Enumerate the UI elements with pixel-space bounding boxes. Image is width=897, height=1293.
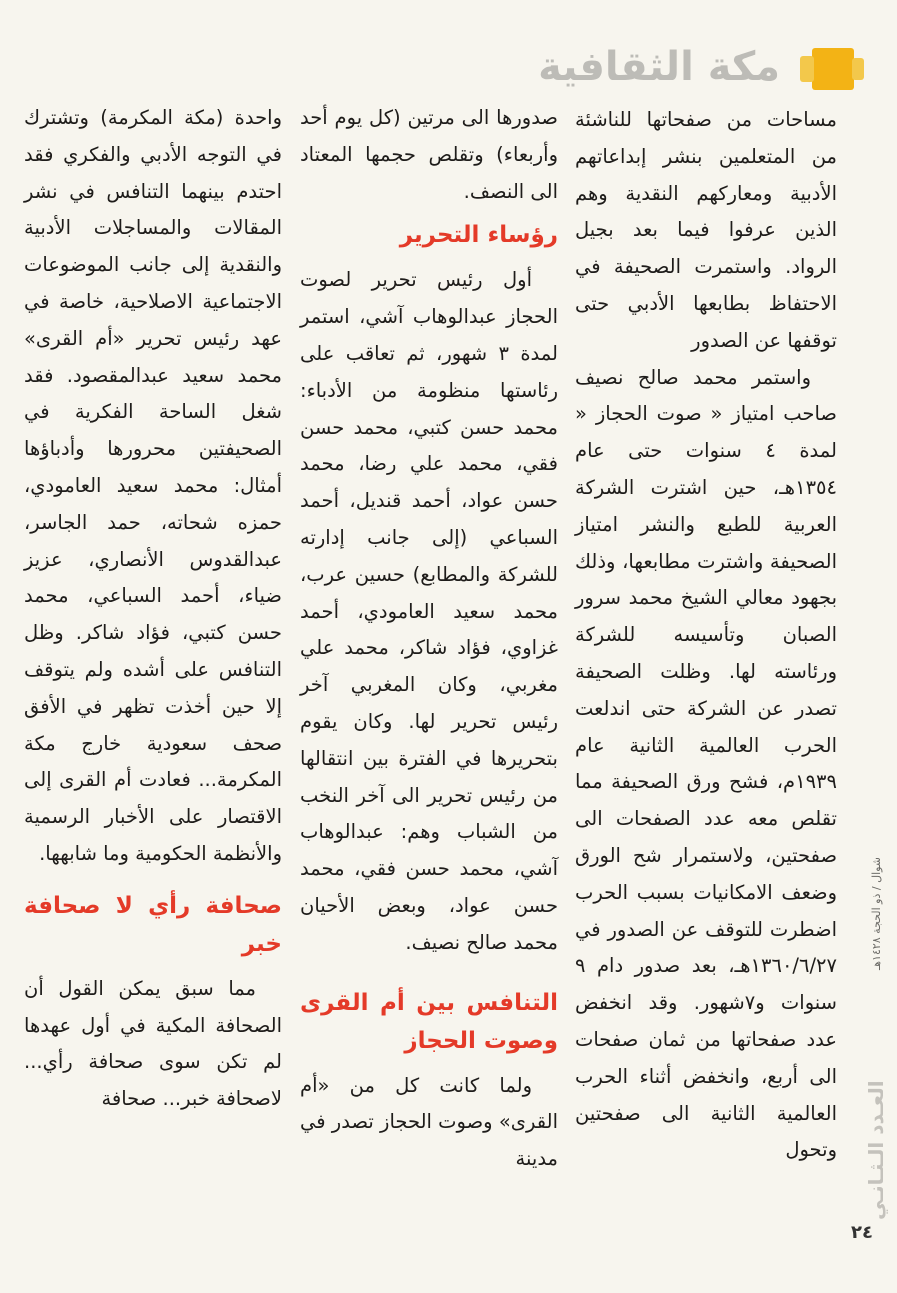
ornament-logo	[794, 42, 864, 98]
paragraph: واستمر محمد صالح نصيف صاحب امتياز « صوت الحجاز « لمدة ٤ سنوات حتى عام ١٣٥٤هـ، حين اشترت الشركة العربية للطبع والنشر امتياز الصحيفة واشترت مطابعها، وذلك بجهود معالي الشيخ محمد سرور الصبان وتأسيسه للشركة ورئاسته لها. وظلت الصحيفة تصدر عن الشركة حتى اندلعت الحرب العالمية الثانية عام ١٩٣٩م، فشح ورق الصحيفة مما تقلص معه عدد الصفحات الى صفحتين، ولاستمرار شح الورق وضعف الامكانيات بسبب الحرب اضطرت للتوقف عن الصدور في ١٣٦٠/٦/٢٧هـ، بعد صدور دام ٩ سنوات و٧شهور. وقد انخفض عدد صفحاتها من ثمان صفحات الى أربع، وانخفض أثناء الحرب العالمية الثانية الى صفحتين وتحول	[575, 365, 838, 1162]
article-column-right	[575, 102, 837, 1169]
subheading-opinion-press: صحافة رأي لا صحافة خبر	[24, 892, 282, 957]
masthead	[520, 40, 880, 100]
paragraph: مما سبق يمكن القول أن الصحافة المكية في أول عهدها لم تكن سوى صحافة رأي... لاصحافة خبر... صحافة	[24, 976, 282, 1111]
paragraph: ولما كانت كل من «أم القرى» وصوت الحجاز تصدر في مدينة	[300, 1073, 558, 1171]
margin-strip	[848, 700, 888, 1220]
paragraph: واحدة (مكة المكرمة) وتشترك في التوجه الأدبي والفكري فقد احتدم بينهما التنافس في نشر المقالات والمساجلات الأدبية والنقدية إلى جانب الموضوعات الاجتماعية الاصلاحية، خاصة في عهد رئيس تحرير «أم القرى» محمد سعيد عبدالمقصود. فقد شغل الساحة الفكرية في الصحيفتين محرورها وأدباؤها أمثال: محمد سعيد العامودي، حمزه شحاته، حمد الجاسر، عبدالقدوس الأنصاري، عزيز ضياء، أحمد السباعي، محمد حسن كتبي، فؤاد شاكر. وظل التنافس على أشده ولم يتوقف إلا حين أخذت تظهر في الأفق صحف سعودية خارج مكة المكرمة... فعادت أم القرى إلى الاقتصار على الأخبار الرسمية والأنظمة الحكومية وما شابهها.	[24, 106, 282, 865]
paragraph: صدورها الى مرتين (كل يوم أحد وأربعاء) وتقلص حجمها المعتاد الى النصف.	[300, 106, 558, 203]
page-number: ٢٤	[851, 1222, 873, 1243]
subheading-editors: رؤساء التحرير	[399, 222, 558, 249]
article-column-middle	[300, 100, 558, 1178]
issue-date: شوال / ذو الحجة ١٤٢٨هـ	[870, 856, 883, 970]
issue-label: العـدد الـثـانـي	[864, 1080, 888, 1220]
paragraph: أول رئيس تحرير لصوت الحجاز عبدالوهاب آشي، استمر لمدة ٣ شهور، ثم تعاقب على رئاستها منظومة من الأدباء: محمد حسن كتبي، محمد حسن فقي، محمد علي رضا، محمد حسن عواد، أحمد قنديل، أحمد السباعي (إلى جانب إدارته للشركة والمطابع) حسين عرب، محمد سعيد العامودي، أحمد غزاوي، فؤاد شاكر، محمد علي مغربي، وكان المغربي آخر رئيس تحرير لها. وكان يقوم بتحريرها في الفترة بين انتقالها من رئيس تحرير الى آخر النخب من الشباب وهم: عبدالوهاب آشي، محمد حسن فقي، محمد حسن عواد، وبعض الأحيان محمد صالح نصيف.	[300, 268, 558, 954]
section-title: مكة الثقافية	[538, 44, 780, 90]
subheading-rivalry: التنافس بين أم القرى وصوت الحجاز	[300, 989, 558, 1054]
article-column-left	[24, 100, 282, 1118]
paragraph: مساحات من صفحاتها للناشئة من المتعلمين بنشر إبداعاتهم الأدبية ومعاركهم النقدية وهم الذين عرفوا فيما بعد بجيل الرواد. واستمرت الصحيفة في الاحتفاظ بطابعها الأدبي حتى توقفها عن الصدور	[575, 108, 837, 352]
